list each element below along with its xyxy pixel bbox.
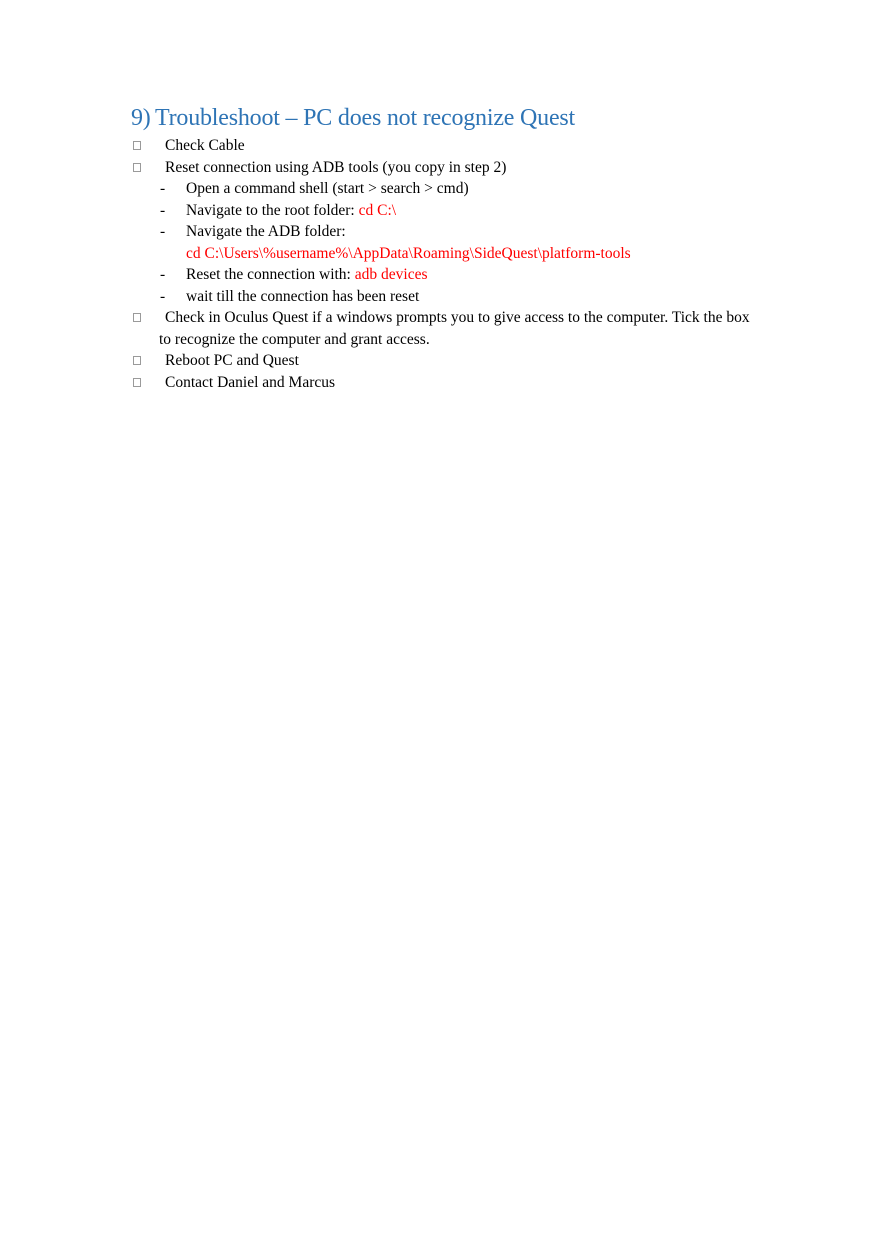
code-snippet: cd C:\ bbox=[358, 202, 397, 219]
code-snippet: cd C:\Users\%username%\AppData\Roaming\SideQuest\platform-tools bbox=[186, 245, 631, 262]
list-item: Contact Daniel and Marcus bbox=[165, 374, 336, 391]
section-number: 9) bbox=[131, 105, 151, 131]
dash-bullet: - bbox=[160, 202, 166, 219]
checkbox-icon bbox=[133, 163, 141, 172]
list-item: Check in Oculus Quest if a windows prompts you to give access to the computer. Tick the box bbox=[165, 309, 750, 326]
list-item-continuation: to recognize the computer and grant access. bbox=[159, 331, 430, 348]
dash-bullet: - bbox=[160, 266, 166, 283]
section-heading bbox=[131, 105, 575, 132]
dash-bullet: - bbox=[160, 288, 166, 305]
sub-item-text: Navigate to the root folder: bbox=[186, 202, 359, 219]
sub-item: Open a command shell (start > search > cmd) bbox=[186, 180, 469, 197]
list-item: Check Cable bbox=[165, 137, 245, 154]
checkbox-icon bbox=[133, 313, 141, 322]
sub-item bbox=[186, 265, 427, 285]
checkbox-icon bbox=[133, 356, 141, 365]
checkbox-icon bbox=[133, 141, 141, 150]
checkbox-icon bbox=[133, 378, 141, 387]
dash-bullet: - bbox=[160, 180, 166, 197]
sub-item: wait till the connection has been reset bbox=[186, 288, 420, 305]
section-title: Troubleshoot – PC does not recognize Quest bbox=[155, 105, 576, 131]
code-snippet: adb devices bbox=[354, 266, 428, 283]
list-item: Reset connection using ADB tools (you copy in step 2) bbox=[165, 159, 507, 176]
sub-item bbox=[186, 201, 396, 221]
dash-bullet: - bbox=[160, 223, 166, 240]
list-item: Reboot PC and Quest bbox=[165, 352, 299, 369]
sub-item-text: Reset the connection with: bbox=[186, 266, 355, 283]
sub-item: Navigate the ADB folder: bbox=[186, 223, 346, 240]
